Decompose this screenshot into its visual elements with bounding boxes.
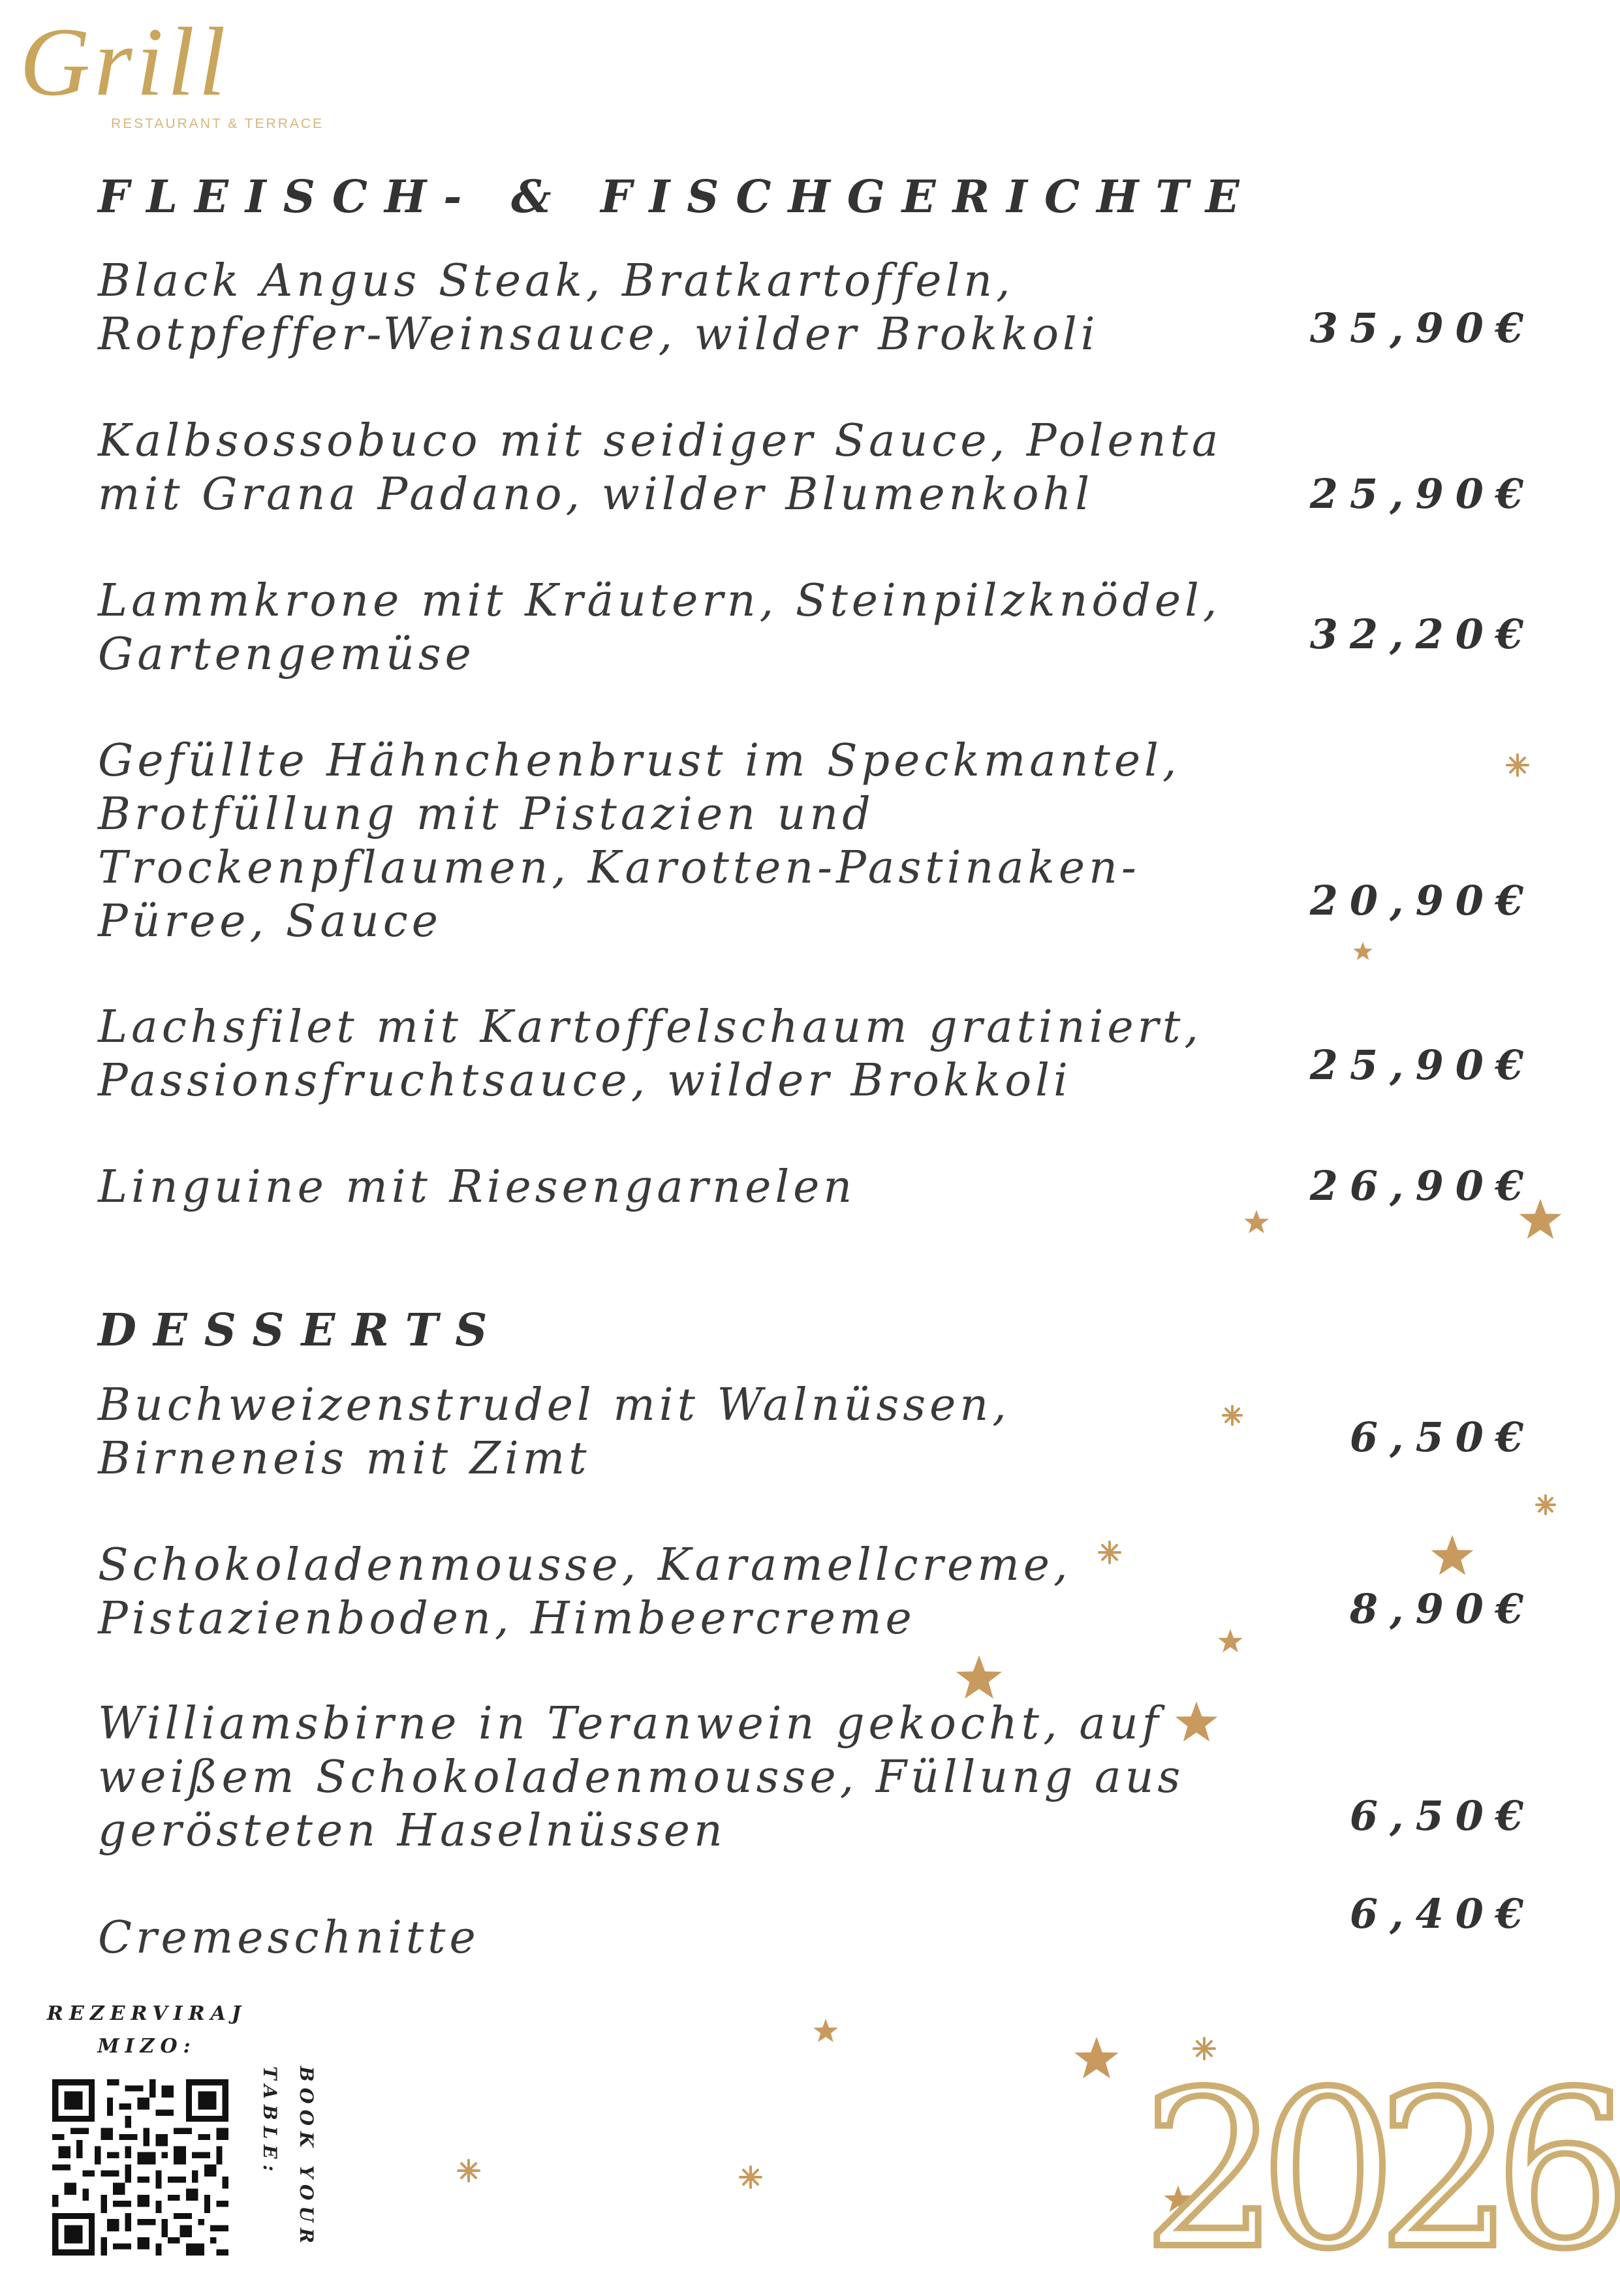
sparkle-icon — [1099, 1542, 1120, 1563]
menu-item-name: Black Angus Steak, Bratkartoffeln, Rotpfeffer-Weinsauce, wilder Brokkoli — [98, 255, 1099, 360]
star-icon — [1353, 942, 1373, 960]
menu-item-price: 8,90€ — [1349, 1585, 1535, 1633]
menu-item-price: 6,50€ — [1349, 1792, 1535, 1840]
menu-item-name: Kalbsossobuco mit seidiger Sauce, Polenta mit Grana Padano, wilder Blumenkohl — [98, 415, 1223, 520]
star-icon — [1074, 2037, 1119, 2079]
menu-item-price: 25,90€ — [1309, 1041, 1535, 1089]
star-icon — [1218, 1629, 1243, 1652]
book-table-label: BOOK YOUR TABLE: — [259, 2066, 317, 2250]
star-icon — [1176, 1701, 1218, 1741]
sparkle-icon — [1536, 1496, 1555, 1514]
menu-item-name: Buchweizenstrudel mit Walnüssen, Birneneis mit Zimt — [98, 1379, 1010, 1485]
menu-item-name: Gefüllte Hähnchenbrust im Speckmantel, Brotfüllung mit Pistazien und Trockenpflaumen, Karotten-Pastinaken-Püree, Sauce — [98, 735, 1181, 947]
menu-item-price: 6,40€ — [1349, 1890, 1535, 1938]
year-ornament: 2026 — [1142, 2045, 1612, 2296]
menu-item-name: Lammkrone mit Kräutern, Steinpilzknödel, Gartengemüse — [98, 575, 1221, 680]
qr-code-icon[interactable] — [52, 2079, 228, 2256]
menu-item-price: 20,90€ — [1309, 877, 1535, 924]
sparkle-icon — [1507, 755, 1528, 776]
menu-item-name: Schokoladenmousse, Karamellcreme, Pistazienboden, Himbeercreme — [98, 1539, 1072, 1644]
menu-item-price: 26,90€ — [1309, 1162, 1535, 1210]
star-icon — [956, 1656, 1002, 1699]
menu-item-price: 25,90€ — [1309, 470, 1535, 518]
star-icon — [1519, 1199, 1562, 1238]
star-icon — [813, 2019, 838, 2042]
reservation-label: REZERVIRAJ MIZO: — [46, 2002, 247, 2058]
menu-item-price: 6,50€ — [1349, 1413, 1535, 1461]
menu-item-name: Cremeschnitte — [98, 1912, 480, 1964]
star-icon — [1431, 1535, 1474, 1575]
menu-item-name: Lachsfilet mit Kartoffelschaum gratiniert, Passionsfruchtsauce, wilder Brokkoli — [98, 1001, 1203, 1107]
menu-item-name: Williamsbirne in Teranwein gekocht, auf weißem Schokoladenmousse, Füllung aus gerösteten Haselnüssen — [98, 1698, 1185, 1857]
menu-item-price: 32,20€ — [1309, 610, 1535, 658]
menu-item-name: Linguine mit Riesengarnelen — [98, 1161, 856, 1213]
logo-subtitle: RESTAURANT & TERRACE — [111, 116, 324, 131]
logo-wordmark: Grill — [20, 8, 230, 116]
sparkle-icon — [458, 2160, 479, 2181]
sparkle-icon — [740, 2167, 761, 2188]
star-icon — [1244, 1210, 1269, 1233]
sparkle-icon — [1223, 1406, 1241, 1424]
section-title-desserts: DESSERTS — [98, 1304, 505, 1357]
section-title-main: FLEISCH- & FISCHGERICHTE — [98, 171, 1256, 223]
menu-item-price: 35,90€ — [1309, 304, 1535, 352]
